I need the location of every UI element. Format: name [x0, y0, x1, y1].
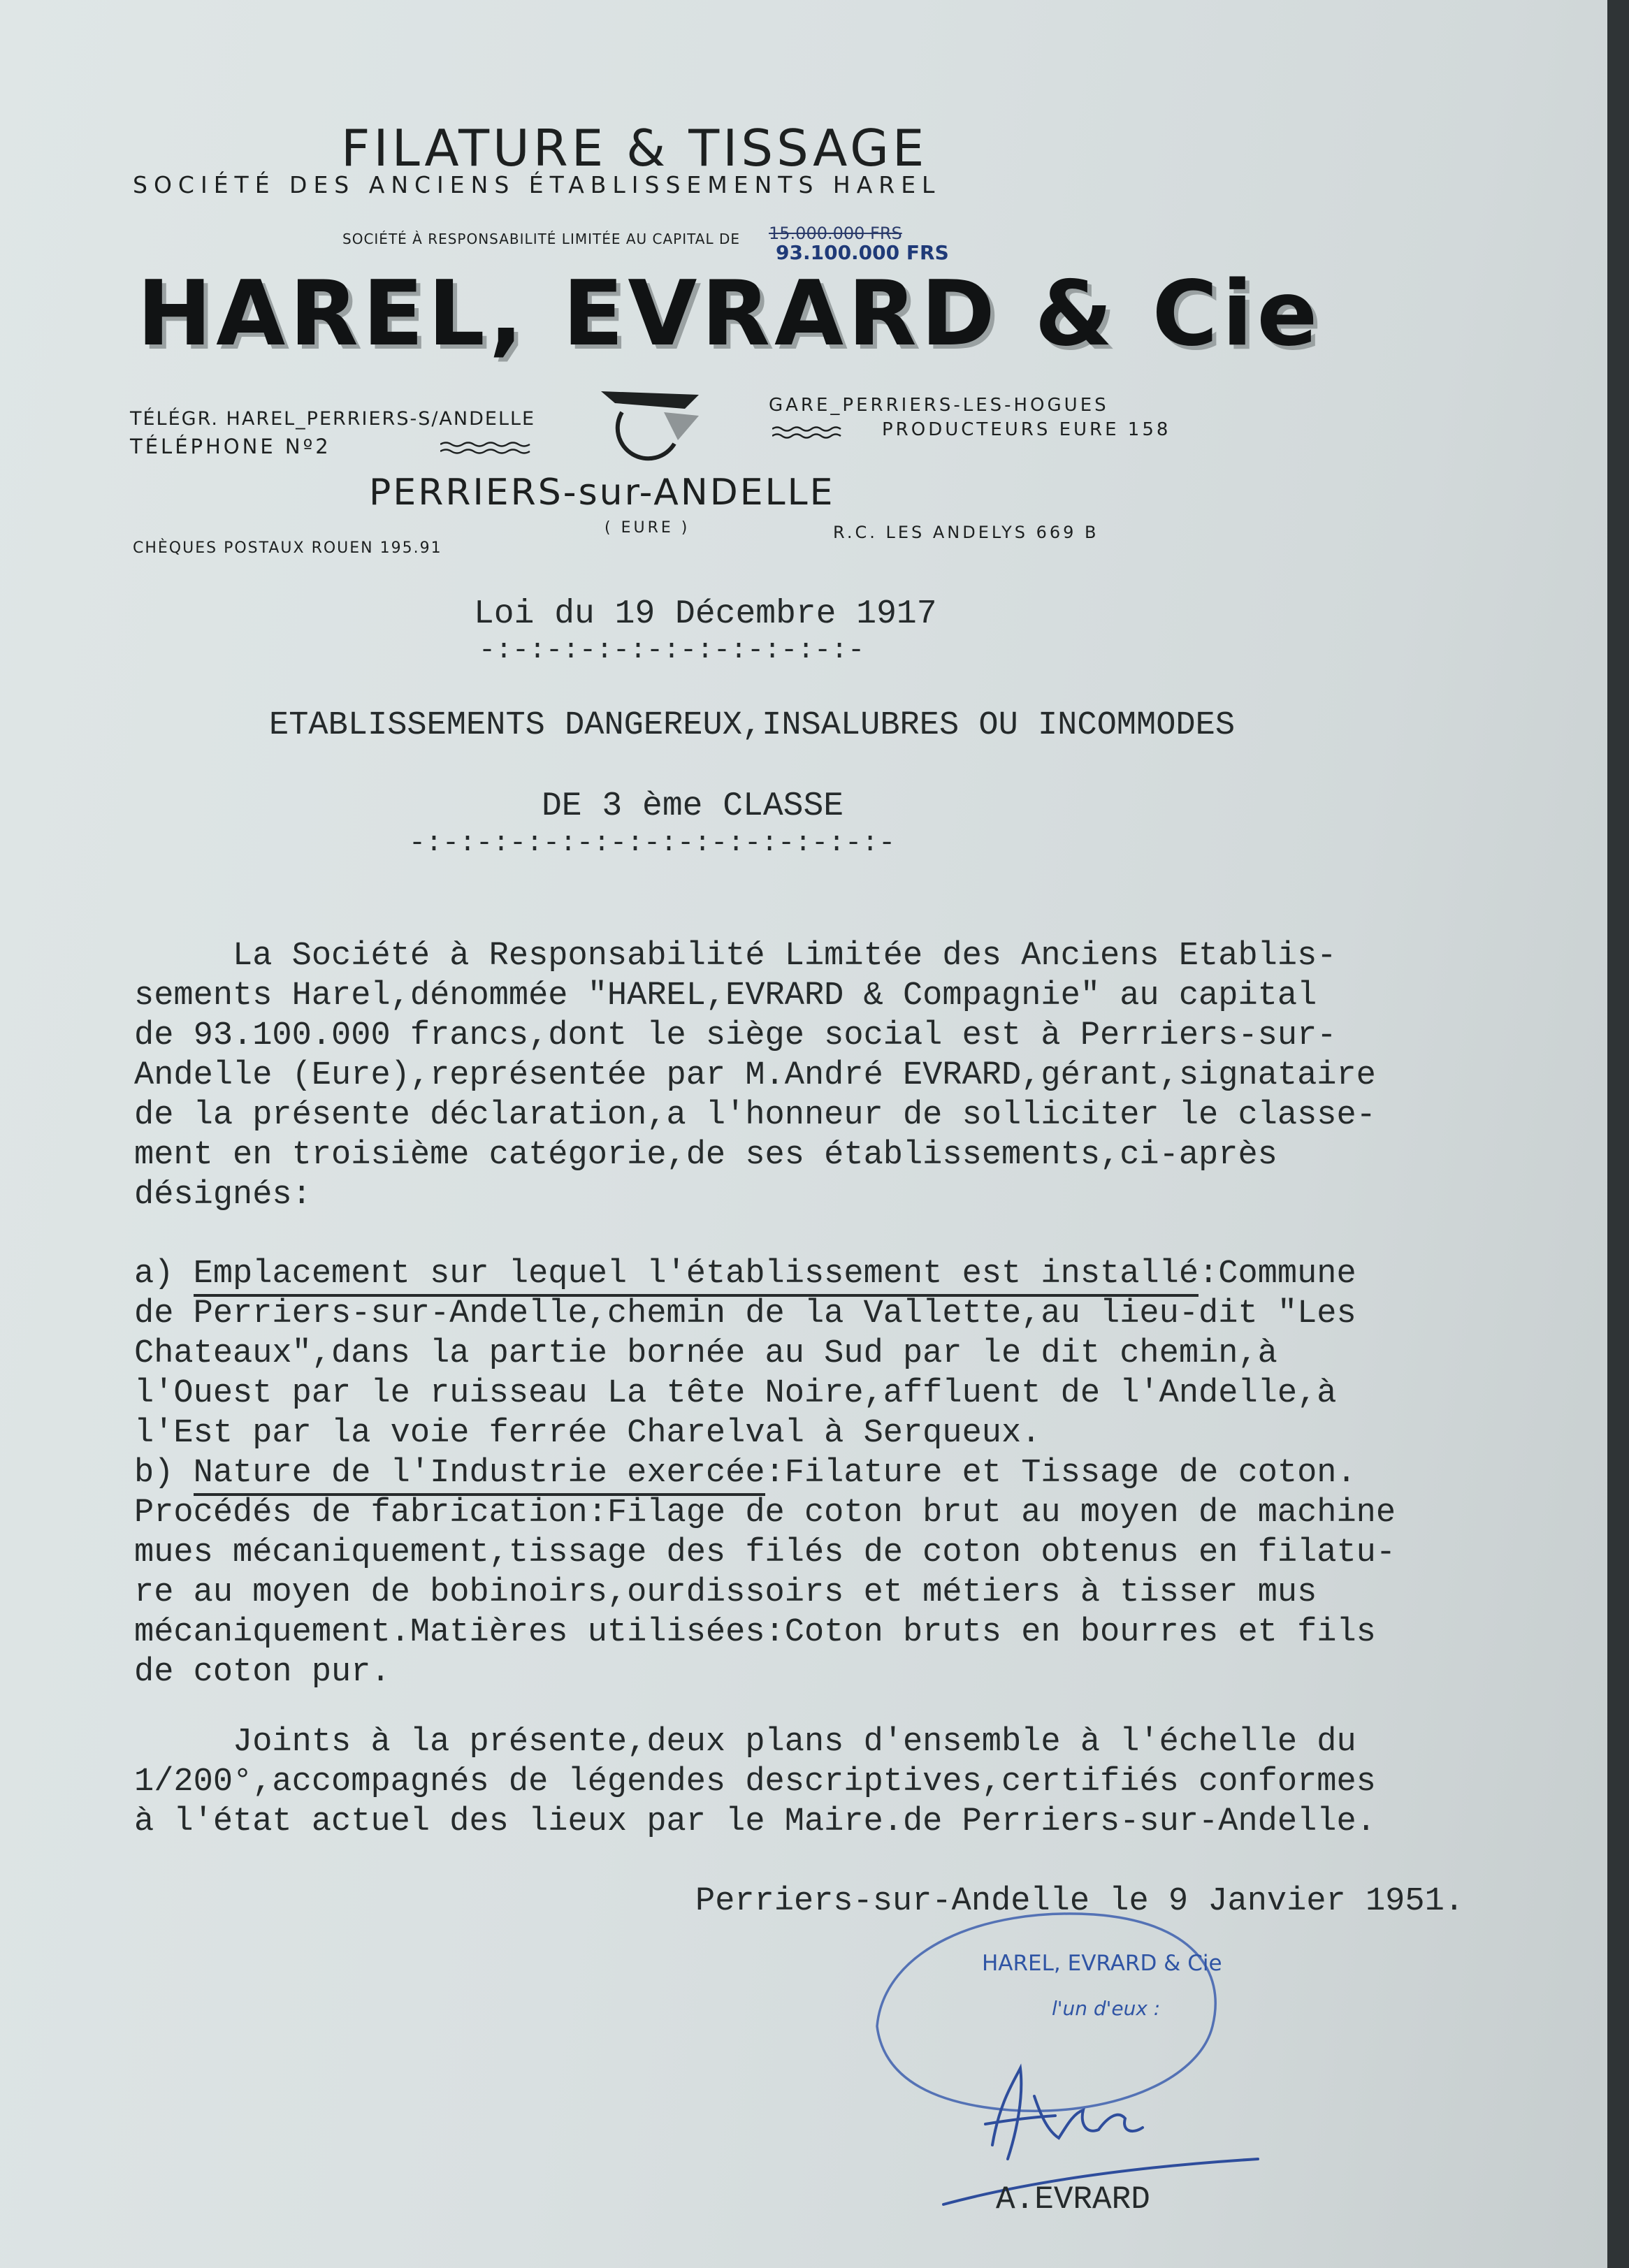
- letterhead-cheques: CHÈQUES POSTAUX ROUEN 195.91: [133, 539, 442, 557]
- letterhead-sarl-line: SOCIÉTÉ À RESPONSABILITÉ LIMITÉE AU CAPITAL DE: [342, 231, 741, 247]
- stamp-role: l'un d'eux :: [1052, 1997, 1161, 2020]
- letterhead-producteurs: PRODUCTEURS EURE 158: [882, 419, 1171, 440]
- section-b-line: re au moyen de bobinoirs,ourdissoirs et métiers à tisser mus: [134, 1574, 1317, 1611]
- letterhead-city: PERRIERS-sur-ANDELLE: [369, 472, 835, 514]
- law-reference: Loi du 19 Décembre 1917: [474, 595, 937, 633]
- section-a-line: de Perriers-sur-Andelle,chemin de la Vallette,au lieu-dit "Les: [134, 1295, 1356, 1332]
- section-b-line: de coton pur.: [134, 1654, 391, 1691]
- para3-line: 1/200°,accompagnés de légendes descriptives,certifiés conformes: [134, 1764, 1376, 1801]
- background-strip: [1607, 0, 1629, 2268]
- letterhead-societe: SOCIÉTÉ DES ANCIENS ÉTABLISSEMENTS HAREL: [133, 171, 941, 198]
- letterhead-old-capital: 15.000.000 FRS: [769, 224, 902, 243]
- letterhead-company-name: HAREL, EVRARD & Cie: [137, 262, 1322, 366]
- para1-line: Andelle (Eure),représentée par M.André EVRARD,gérant,signataire: [134, 1057, 1376, 1094]
- para1-line: sements Harel,dénommée "HAREL,EVRARD & Compagnie" au capital: [134, 977, 1317, 1015]
- company-logo: [594, 388, 706, 465]
- section-a-heading: [134, 1258, 1356, 1291]
- section-a-line: l'Est par la voie ferrée Charelval à Serqueux.: [134, 1415, 1041, 1452]
- separator-2: -:-:-:-:-:-:-:-:-:-:-:-:-:-:-: [409, 828, 896, 859]
- section-a-line: Chateaux",dans la partie bornée au Sud par le dit chemin,à: [134, 1335, 1277, 1372]
- letterhead-telephone: TÉLÉPHONE Nº2: [130, 435, 331, 458]
- section-b-heading: [134, 1457, 1356, 1490]
- section-a-rest: :Commune: [1199, 1256, 1356, 1293]
- date-line: Perriers-sur-Andelle le 9 Janvier 1951.: [695, 1883, 1464, 1920]
- signatory-name: A.EVRARD: [996, 2181, 1150, 2218]
- section-a-label: Emplacement sur lequel l'établissement est installé: [194, 1256, 1199, 1297]
- para1-line: La Société à Responsabilité Limitée des Anciens Etablis-: [134, 938, 1337, 975]
- letterhead-rc: R.C. LES ANDELYS 669 B: [833, 523, 1099, 542]
- section-b-line: Procédés de fabrication:Filage de coton brut au moyen de machine: [134, 1495, 1396, 1532]
- section-a-line: l'Ouest par le ruisseau La tête Noire,affluent de l'Andelle,à: [134, 1375, 1337, 1412]
- section-b-label: Nature de l'Industrie exercée: [194, 1455, 765, 1496]
- wave-decoration-right: [772, 425, 849, 440]
- letterhead-department: ( EURE ): [604, 519, 690, 537]
- para3-line: à l'état actuel des lieux par le Maire.de Perriers-sur-Andelle.: [134, 1803, 1376, 1840]
- letterhead-title: FILATURE & TISSAGE: [341, 119, 928, 177]
- para1-line: de 93.100.000 francs,dont le siège social est à Perriers-sur-: [134, 1017, 1337, 1054]
- letterhead-gare: GARE_PERRIERS-LES-HOGUES: [769, 395, 1109, 416]
- para1-line: de la présente déclaration,a l'honneur de solliciter le classe-: [134, 1097, 1376, 1134]
- para3-line: Joints à la présente,deux plans d'ensemble à l'échelle du: [134, 1724, 1356, 1761]
- letterhead-telegram: TÉLÉGR. HAREL_PERRIERS-S/ANDELLE: [130, 408, 536, 430]
- letterhead-capital-stamp: 93.100.000 FRS: [776, 241, 949, 264]
- stamp-company: HAREL, EVRARD & Cie: [982, 1951, 1222, 1976]
- section-b-line: mues mécaniquement,tissage des filés de coton obtenus en filatu-: [134, 1534, 1396, 1571]
- section-b-line: mécaniquement.Matières utilisées:Coton bruts en bourres et fils: [134, 1614, 1376, 1651]
- para1-line: ment en troisième catégorie,de ses établissements,ci-après: [134, 1137, 1277, 1174]
- separator-1: -:-:-:-:-:-:-:-:-:-:-:-: [479, 635, 865, 667]
- section-a-prefix: a): [134, 1256, 194, 1293]
- document-title: ETABLISSEMENTS DANGEREUX,INSALUBRES OU INCOMMODES: [269, 707, 1236, 744]
- para1-line: désignés:: [134, 1177, 312, 1214]
- document-class: DE 3 ème CLASSE: [542, 787, 844, 825]
- section-b-prefix: b): [134, 1455, 194, 1492]
- section-b-rest: :Filature et Tissage de coton.: [765, 1455, 1356, 1492]
- wave-decoration-left: [440, 440, 535, 456]
